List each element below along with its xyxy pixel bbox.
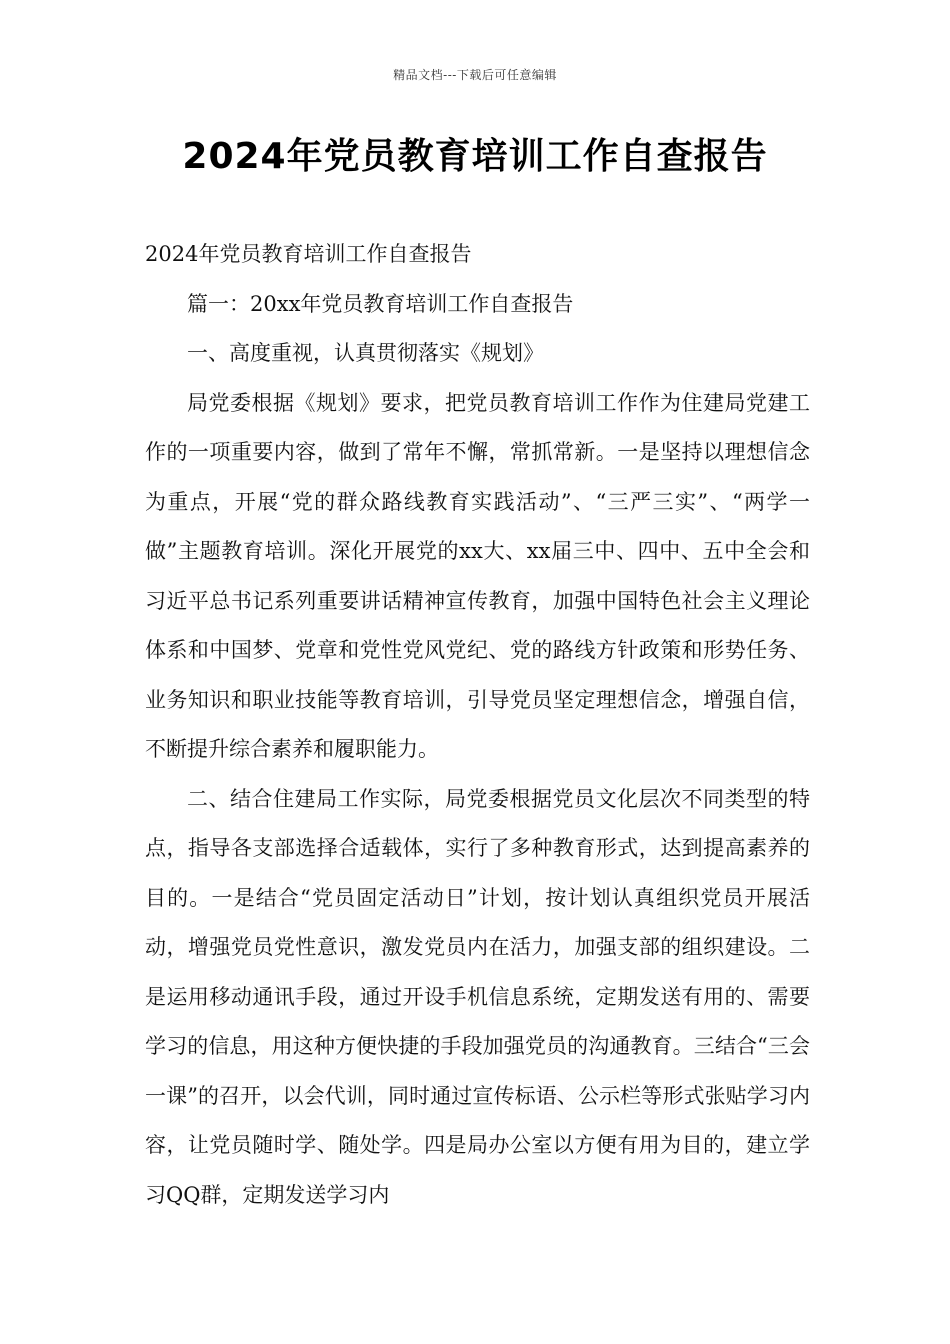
paragraph-body-two: 二、结合住建局工作实际，局党委根据党员文化层次不同类型的特点，指导各支部选择合适载体，实行了多种教育形式，达到提高素养的目的。一是结合“党员固定活动日”计划，按计划认真组织党员开展活动，增强党员党性意识，激发党员内在活力，加强支部的组织建设。二是运用移动通讯手段，通过开设手机信息系统，定期发送有用的、需要学习的信息，用这种方便快捷的手段加强党员的沟通教育。三结合“三会一课”的召开，以会代训，同时通过宣传标语、公示栏等形式张贴学习内容，让党员随时学、随处学。四是局办公室以方便有用为目的，建立学习QQ群，定期发送学习内: [145, 786, 810, 1207]
page-title: 2024年党员教育培训工作自查报告: [182, 136, 768, 177]
paragraph-section-heading: 篇一：20xx年党员教育培训工作自查报告: [187, 291, 574, 316]
header-note: 精品文档---下载后可任意编辑: [393, 68, 557, 82]
paragraph-body-one: 局党委根据《规划》要求，把党员教育培训工作作为住建局党建工作的一项重要内容，做到了常年不懈，常抓常新。一是坚持以理想信念为重点，开展“党的群众路线教育实践活动”、“三严三实”、“两学一做”主题教育培训。深化开展党的xx大、xx届三中、四中、五中全会和习近平总书记系列重要讲话精神宣传教育，加强中国特色社会主义理论体系和中国梦、党章和党性党风党纪、党的路线方针政策和形势任务、业务知识和职业技能等教育培训，引导党员坚定理想信念，增强自信，不断提升综合素养和履职能力。: [145, 390, 810, 761]
paragraph-subtitle: 2024年党员教育培训工作自查报告: [145, 242, 472, 266]
paragraph-heading-one: 一、高度重视，认真贯彻落实《规划》: [187, 341, 544, 365]
document-body: [145, 230, 810, 1220]
